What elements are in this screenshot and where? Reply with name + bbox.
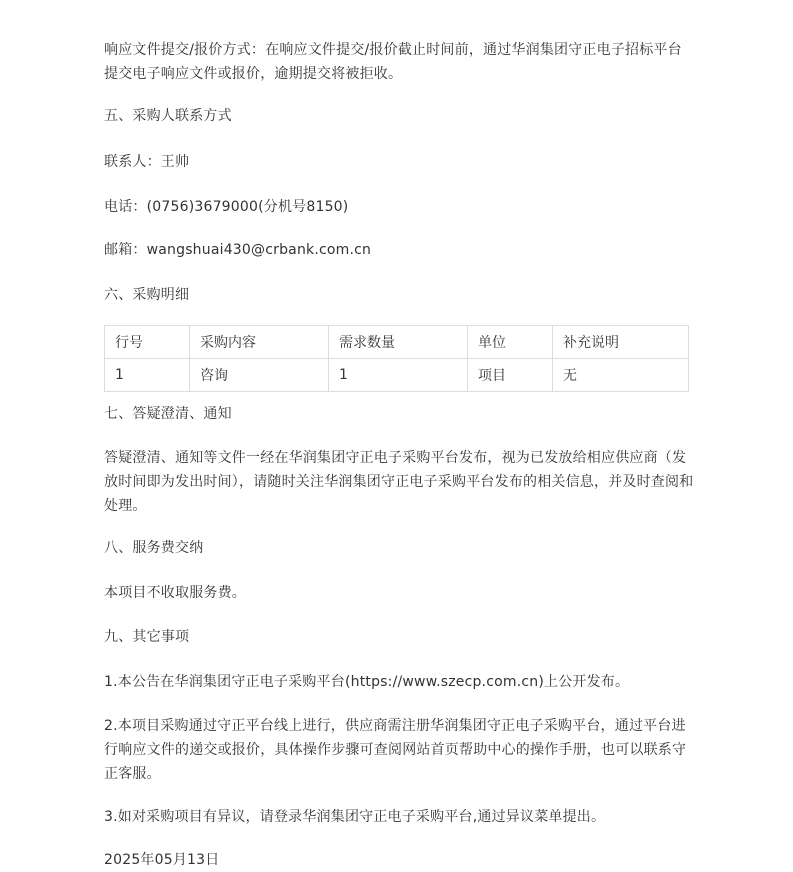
table-header-cell: 采购内容 [190,326,329,359]
clarification-paragraph: 答疑澄清、通知等文件一经在华润集团守正电子采购平台发布，视为已发放给相应供应商（发放时间即为发出时间），请随时关注华润集团守正电子采购平台发布的相关信息，并及时查阅和处理。 [104,450,694,514]
section-heading-8: 八、服务费交纳 [104,540,204,556]
contact-email: 邮箱：wangshuai430@crbank.com.cn [104,242,372,258]
other-item-2: 2.本项目采购通过守正平台线上进行，供应商需注册华润集团守正电子采购平台，通过平台进行响应文件的递交或报价，具体操作步骤可查阅网站首页帮助中心的操作手册，也可以联系守正客服。 [104,718,687,782]
section-heading-5: 五、采购人联系方式 [104,108,232,124]
table-header-cell: 行号 [105,326,190,359]
table-row [105,359,689,392]
other-item-3: 3.如对采购项目有异议，请登录华润集团守正电子采购平台,通过异议菜单提出。 [104,809,606,825]
contact-person: 联系人：王帅 [104,154,190,170]
other-item-1: 1.本公告在华润集团守正电子采购平台(https://www.szecp.com.cn)上公开发布。 [104,674,630,690]
submission-paragraph: 响应文件提交/报价方式：在响应文件提交/报价截止时间前，通过华润集团守正电子招标平台提交电子响应文件或报价，逾期提交将被拒收。 [104,42,682,82]
table-header-cell: 单位 [468,326,553,359]
section-heading-6: 六、采购明细 [104,287,190,303]
table-header-cell: 需求数量 [329,326,468,359]
table-header-cell: 补充说明 [553,326,689,359]
announcement-date: 2025年05月13日 [104,852,220,868]
service-fee-paragraph: 本项目不收取服务费。 [104,585,246,601]
table-cell: 项目 [468,359,553,392]
section-heading-9: 九、其它事项 [104,629,190,645]
procurement-detail-table [104,325,689,392]
contact-phone: 电话：(0756)3679000(分机号8150) [104,199,349,215]
table-cell: 无 [553,359,689,392]
table-cell: 咨询 [190,359,329,392]
table-cell: 1 [105,359,190,392]
section-heading-7: 七、答疑澄清、通知 [104,406,232,422]
table-cell: 1 [329,359,468,392]
table-header-row [105,326,689,359]
